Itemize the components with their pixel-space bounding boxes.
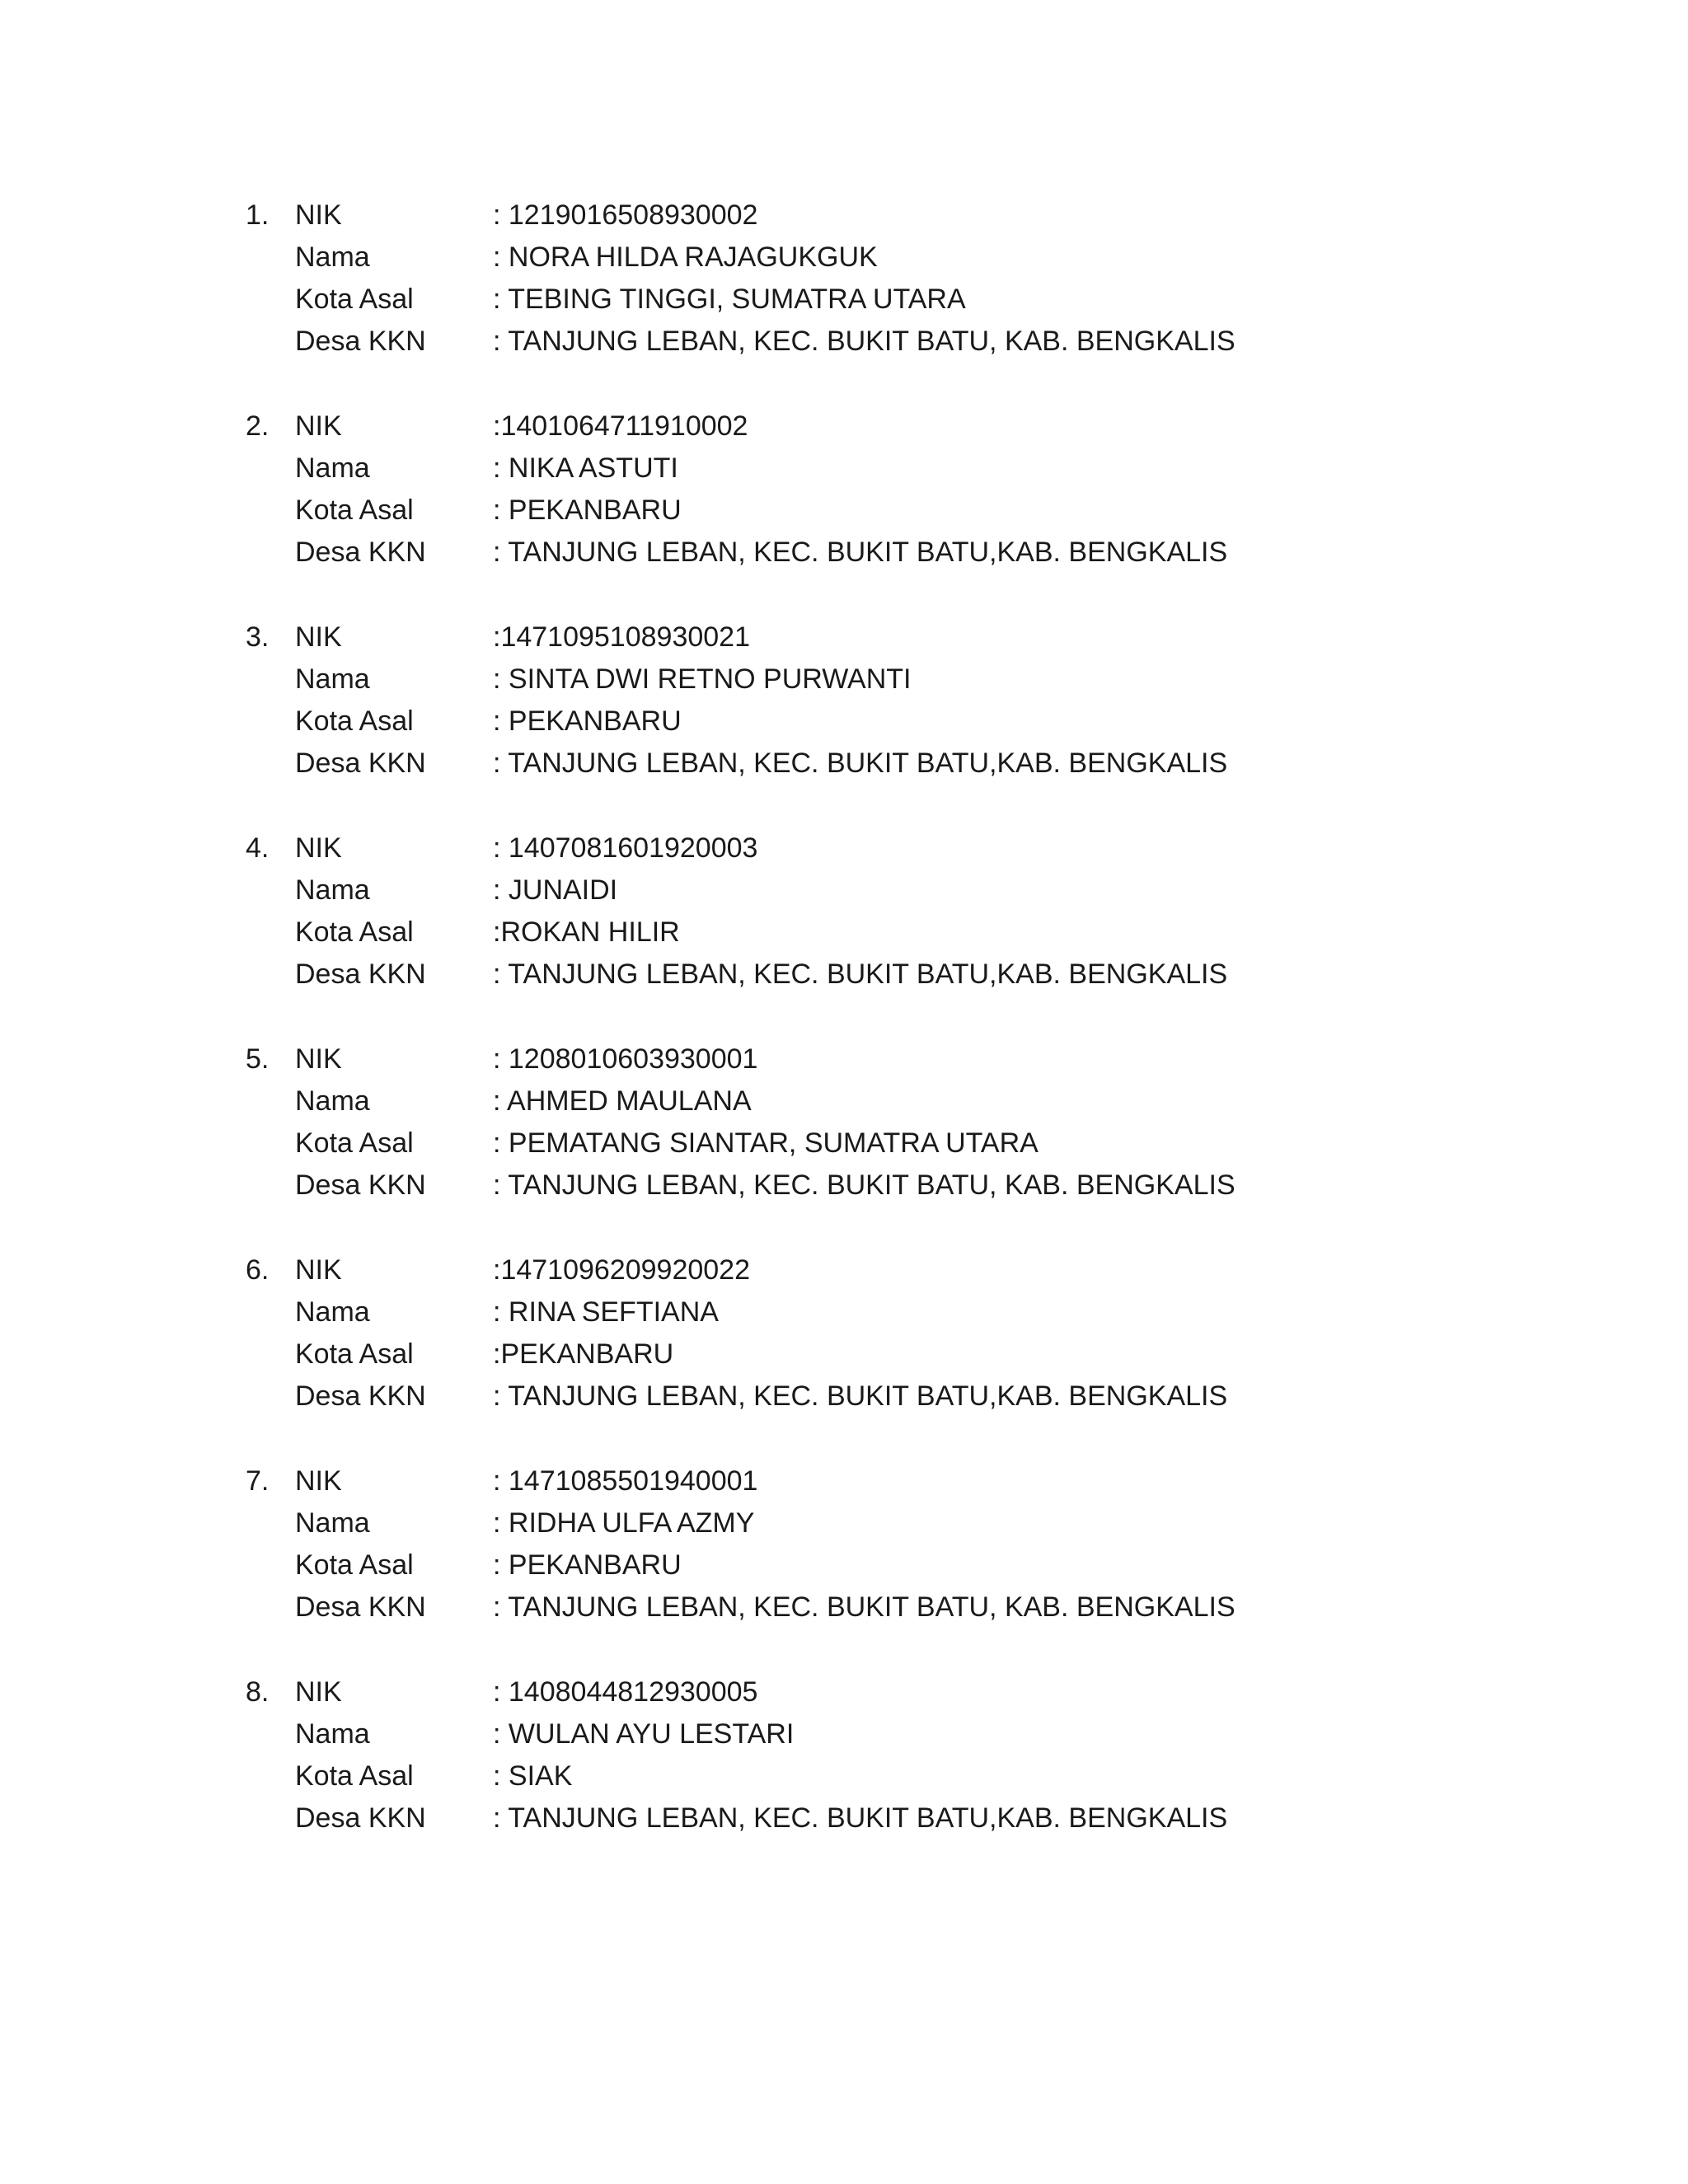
field-value: : 1208010603930001 (493, 1043, 758, 1075)
field-value: : PEKANBARU (493, 1549, 682, 1581)
entry-row-nik (0, 1038, 1688, 1080)
field-value: : RIDHA ULFA AZMY (493, 1507, 755, 1539)
field-value: :1471096209920022 (493, 1254, 750, 1286)
entry-row-nama (0, 869, 1688, 912)
field-label: Nama (295, 1507, 370, 1539)
field-label: NIK (295, 621, 342, 653)
entry-row-nik (0, 405, 1688, 448)
field-value: :PEKANBARU (493, 1338, 674, 1370)
entry-row-desa-kkn (0, 532, 1688, 574)
entry-row-nama (0, 237, 1688, 279)
field-value: : NIKA ASTUTI (493, 452, 678, 484)
entry-number: 2. (246, 410, 270, 442)
entry-row-nik (0, 194, 1688, 237)
field-label: NIK (295, 1043, 342, 1075)
field-value: : 1471085501940001 (493, 1465, 758, 1497)
field-label: Kota Asal (295, 284, 414, 315)
field-label: Desa KKN (295, 326, 426, 357)
entry-row-nik (0, 616, 1688, 658)
entry-row-nik (0, 1460, 1688, 1502)
list-item (0, 616, 1688, 827)
field-value: : 1408044812930005 (493, 1676, 758, 1708)
list-item (0, 1460, 1688, 1671)
entry-row-nik (0, 1671, 1688, 1713)
field-label: NIK (295, 832, 342, 864)
participant-list (0, 194, 1688, 1882)
entry-number: 5. (246, 1043, 270, 1075)
field-value: : TANJUNG LEBAN, KEC. BUKIT BATU,KAB. BENGKALIS (493, 1802, 1228, 1834)
field-value: : RINA SEFTIANA (493, 1296, 719, 1328)
entry-row-nama (0, 448, 1688, 490)
field-label: Nama (295, 1085, 370, 1117)
field-label: Desa KKN (295, 537, 426, 568)
field-label: Desa KKN (295, 1169, 426, 1201)
entry-row-kota-asal (0, 1755, 1688, 1797)
field-label: Desa KKN (295, 958, 426, 990)
field-label: Nama (295, 241, 370, 273)
field-value: : PEKANBARU (493, 705, 682, 737)
field-label: Nama (295, 874, 370, 906)
field-value: :1401064711910002 (493, 410, 748, 442)
entry-number: 4. (246, 832, 270, 864)
field-label: Kota Asal (295, 1127, 414, 1159)
field-label: Kota Asal (295, 1549, 414, 1581)
field-value: : SINTA DWI RETNO PURWANTI (493, 663, 912, 695)
entry-row-nik (0, 827, 1688, 869)
field-label: Desa KKN (295, 1380, 426, 1412)
field-label: NIK (295, 1676, 342, 1708)
field-value: : TEBING TINGGI, SUMATRA UTARA (493, 284, 966, 315)
field-value: : 1219016508930002 (493, 199, 758, 231)
entry-row-kota-asal (0, 912, 1688, 954)
field-label: Nama (295, 1296, 370, 1328)
field-label: NIK (295, 1254, 342, 1286)
field-value: : TANJUNG LEBAN, KEC. BUKIT BATU, KAB. BENGKALIS (493, 1169, 1236, 1201)
field-label: Nama (295, 1718, 370, 1750)
entry-row-desa-kkn (0, 1165, 1688, 1207)
field-value: : TANJUNG LEBAN, KEC. BUKIT BATU, KAB. BENGKALIS (493, 326, 1236, 357)
field-value: : TANJUNG LEBAN, KEC. BUKIT BATU,KAB. BENGKALIS (493, 537, 1228, 568)
entry-row-kota-asal (0, 1544, 1688, 1586)
field-label: Desa KKN (295, 1802, 426, 1834)
entry-row-nama (0, 1502, 1688, 1544)
entry-row-desa-kkn (0, 1797, 1688, 1840)
field-value: : 1407081601920003 (493, 832, 758, 864)
entry-number: 8. (246, 1676, 270, 1708)
field-value: : TANJUNG LEBAN, KEC. BUKIT BATU,KAB. BENGKALIS (493, 748, 1228, 779)
field-label: NIK (295, 410, 342, 442)
entry-row-kota-asal (0, 1333, 1688, 1376)
entry-row-kota-asal (0, 279, 1688, 321)
entry-row-kota-asal (0, 1122, 1688, 1165)
entry-number: 1. (246, 199, 270, 231)
entry-row-desa-kkn (0, 1586, 1688, 1629)
entry-number: 7. (246, 1465, 270, 1497)
entry-row-desa-kkn (0, 743, 1688, 785)
field-value: : AHMED MAULANA (493, 1085, 752, 1117)
list-item (0, 194, 1688, 405)
entry-row-desa-kkn (0, 954, 1688, 996)
field-label: NIK (295, 199, 342, 231)
field-value: : SIAK (493, 1760, 573, 1792)
field-value: : TANJUNG LEBAN, KEC. BUKIT BATU,KAB. BENGKALIS (493, 1380, 1228, 1412)
field-value: : WULAN AYU LESTARI (493, 1718, 795, 1750)
field-label: Nama (295, 452, 370, 484)
entry-row-nama (0, 1080, 1688, 1122)
entry-row-nama (0, 658, 1688, 701)
list-item (0, 405, 1688, 616)
list-item (0, 1671, 1688, 1882)
field-label: Kota Asal (295, 705, 414, 737)
field-value: : PEKANBARU (493, 494, 682, 526)
entry-row-nama (0, 1713, 1688, 1755)
field-value: : TANJUNG LEBAN, KEC. BUKIT BATU,KAB. BENGKALIS (493, 958, 1228, 990)
list-item (0, 1249, 1688, 1460)
list-item (0, 827, 1688, 1038)
list-item (0, 1038, 1688, 1249)
field-value: : TANJUNG LEBAN, KEC. BUKIT BATU, KAB. BENGKALIS (493, 1591, 1236, 1623)
field-value: :ROKAN HILIR (493, 916, 680, 948)
entry-row-desa-kkn (0, 321, 1688, 363)
field-value: :1471095108930021 (493, 621, 750, 653)
entry-number: 3. (246, 621, 270, 653)
field-label: Kota Asal (295, 916, 414, 948)
field-label: Kota Asal (295, 494, 414, 526)
field-label: Desa KKN (295, 748, 426, 779)
field-label: Kota Asal (295, 1760, 414, 1792)
field-label: NIK (295, 1465, 342, 1497)
entry-row-kota-asal (0, 490, 1688, 532)
field-value: : NORA HILDA RAJAGUKGUK (493, 241, 878, 273)
field-label: Kota Asal (295, 1338, 414, 1370)
entry-number: 6. (246, 1254, 270, 1286)
entry-row-desa-kkn (0, 1376, 1688, 1418)
entry-row-nama (0, 1291, 1688, 1333)
field-value: : PEMATANG SIANTAR, SUMATRA UTARA (493, 1127, 1039, 1159)
entry-row-kota-asal (0, 701, 1688, 743)
field-value: : JUNAIDI (493, 874, 618, 906)
entry-row-nik (0, 1249, 1688, 1291)
field-label: Nama (295, 663, 370, 695)
field-label: Desa KKN (295, 1591, 426, 1623)
